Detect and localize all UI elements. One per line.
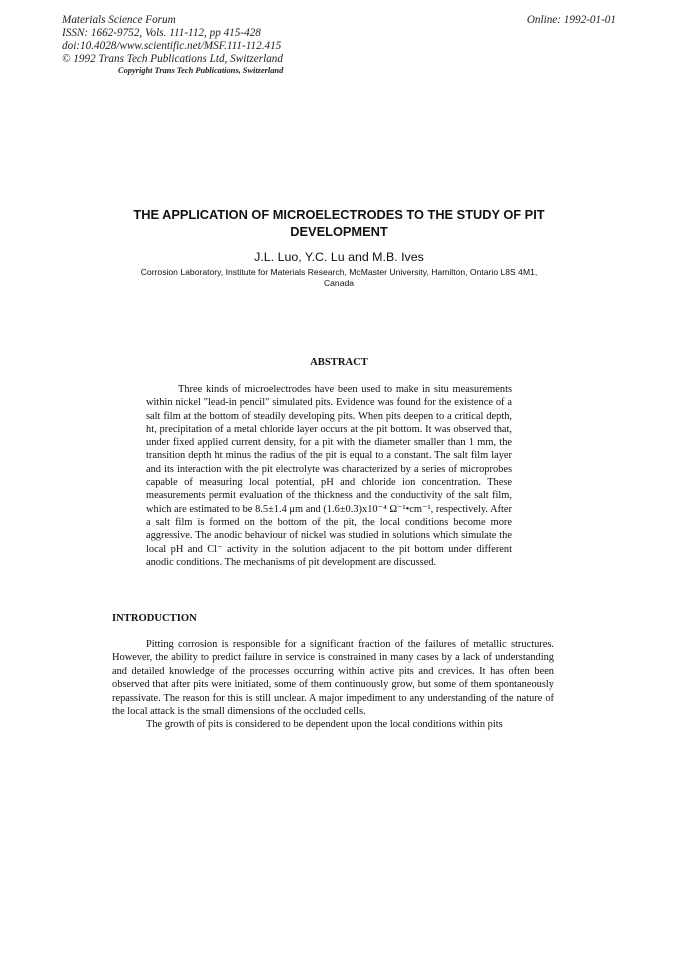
online-date: Online: 1992-01-01 xyxy=(526,14,616,26)
journal-name: Materials Science Forum xyxy=(62,14,176,26)
paper-affiliation: Corrosion Laboratory, Institute for Materials Research, McMaster University, Hamilton, Ontario L8S 4M1, Canada xyxy=(140,267,538,288)
paper-title: THE APPLICATION OF MICROELECTRODES TO THE STUDY OF PIT DEVELOPMENT xyxy=(133,207,545,239)
paper-authors: J.L. Luo, Y.C. Lu and M.B. Ives xyxy=(254,250,424,264)
abstract-text: Three kinds of microelectrodes have been used to make in situ measurements within nickel "lead-in pencil" simulated pits. Evidence was found for the existence of a salt film at the bottom of steadily developing pits. When pits deepen to a critical depth, ht, precipitation of a metal chloride layer occurs at the pit bottom. It was observed that, under fixed applied current density, for a pit with the diameter smaller than 1 mm, the transition depth ht minus the radius of the pit is equal to a constant. The salt film layer and its interaction with the pit electrolyte was characterized by a series of microprobes capable of measuring local potential, pH and chloride ion concentration. These measurements permit evaluation of the thickness and the conductivity of the salt film, which are estimated to be 8.5±1.4 μm and (1.6±0.3)x10⁻⁴ Ω⁻¹•cm⁻¹, respectively. After a salt film is formed on the bottom of the pit, the local conditions become more aggressive. The anodic behaviour of nickel was studied in solutions which simulate the local pH and Cl⁻ activity in the solution adjacent to the pit bottom under different anodic conditions. The mechanisms of pit development are discussed. xyxy=(146,384,512,568)
publisher-copyright: Copyright Trans Tech Publications, Switzerland xyxy=(118,66,284,75)
introduction-body xyxy=(112,638,554,732)
introduction-heading: INTRODUCTION xyxy=(112,613,197,624)
citation-block xyxy=(62,14,283,66)
introduction-paragraph-2: The growth of pits is considered to be dependent upon the local conditions within pits xyxy=(146,719,503,731)
abstract-body xyxy=(146,383,512,569)
introduction-paragraph-1: Pitting corrosion is responsible for a significant fraction of the failures of metallic structures. However, the ability to predict failure in service is constrained in many cases by a lack of understanding and detailed knowledge of the processes occurring within active pits and crevices. It has often been observed that after pits were initiated, some of them continuously grow, but some of them spontaneously repassivate. The reason for this is still unclear. A major impediment to any understanding of the nature of the local attack is the small dimensions of the occluded cells. xyxy=(112,639,554,718)
issn-line: ISSN: 1662-9752, Vols. 111-112, pp 415-428 xyxy=(62,27,261,39)
abstract-heading: ABSTRACT xyxy=(310,357,368,368)
copyright-line: © 1992 Trans Tech Publications Ltd, Switzerland xyxy=(62,53,283,65)
doi-line[interactable]: doi:10.4028/www.scientific.net/MSF.111-112.415 xyxy=(62,40,282,52)
